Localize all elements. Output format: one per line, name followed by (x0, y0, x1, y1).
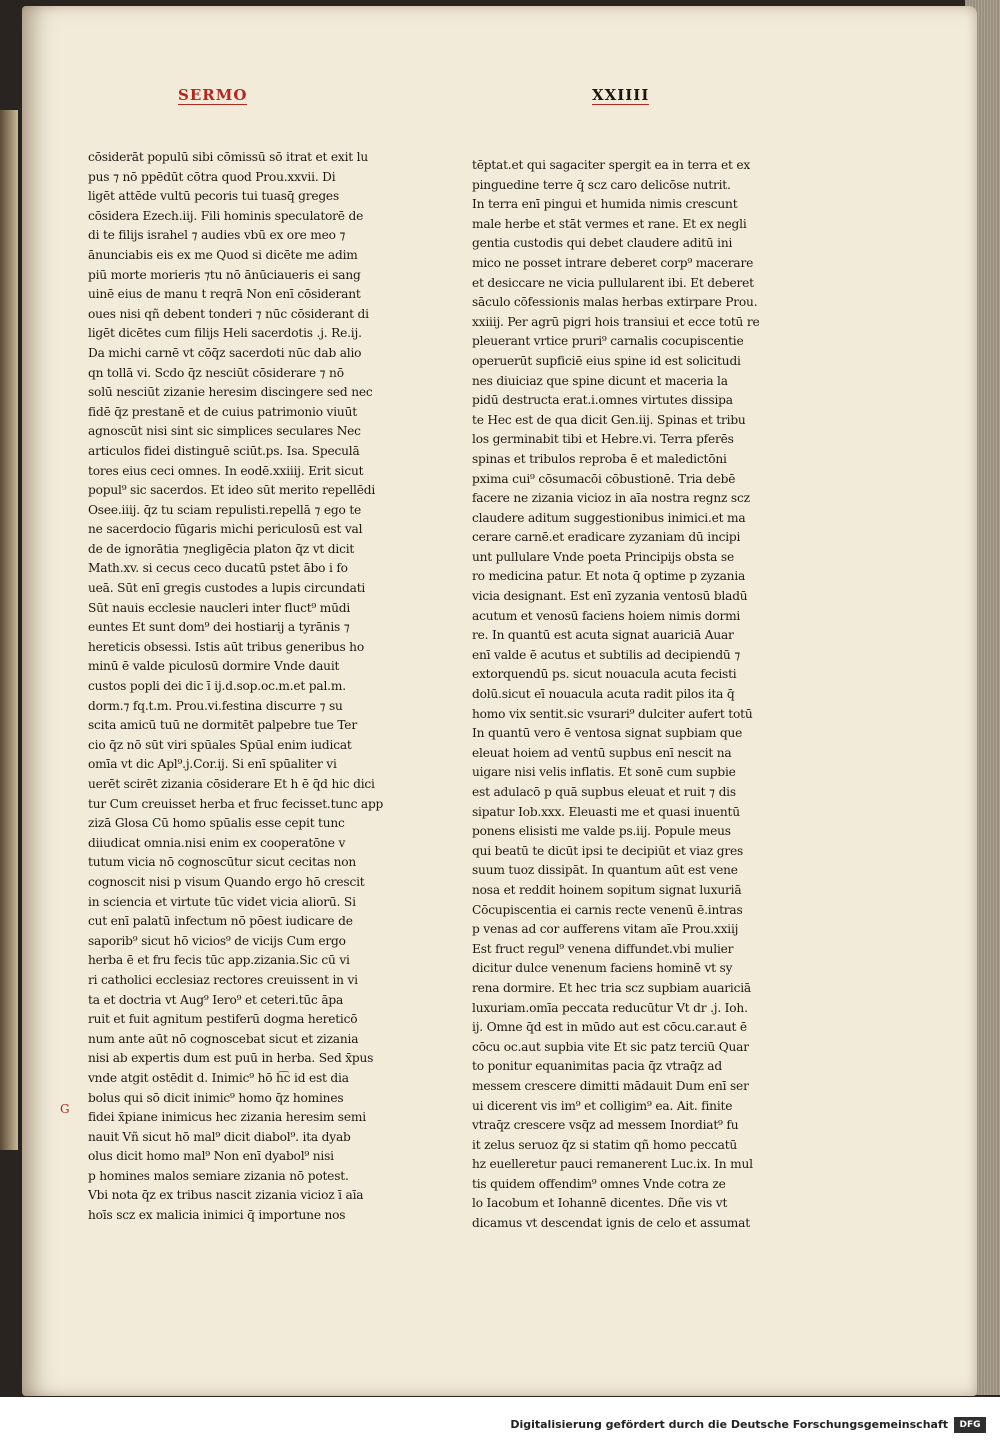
text-line: et desiccare ne vicia pullularent ibi. Et deberet (472, 275, 754, 290)
text-line: herba ē et fru fecis tūc app.zizania.Sic cū vi (88, 953, 350, 968)
text-line: dorm.⁊ fq.t.m. Prou.vi.festina discurre ⁊ su (88, 698, 343, 713)
text-line: num ante aūt nō cognoscebat sicut et zizania (88, 1031, 359, 1046)
text-line: piū morte morieris ⁊tu nō ānūciaueris ei sang (88, 267, 361, 282)
text-line: est adulacō p quā supbus eleuat et ruit ⁊ dis (472, 785, 736, 799)
text-line: di te filijs israhel ⁊ audies vbū ex ore meo ⁊ (88, 228, 346, 243)
text-line: Est fruct regul⁹ venena diffundet.vbi mulier (472, 941, 734, 956)
text-line: ro medicina patur. Et nota q̄ optime p zyzania (472, 569, 746, 584)
text-line: pinguedine terre q̄ scz caro delicōse nutrit. (472, 177, 731, 192)
folio-number-text: XXIIII (592, 86, 650, 104)
text-line: nosa et reddit hoinem sopitum signat luxuriā (472, 882, 742, 897)
left-text-column (88, 148, 406, 1226)
text-line: te Hec est de qua dicit Gen.iij. Spinas et tribu (472, 412, 746, 427)
text-line: vicia designant. Est enī zyzania ventosū bladū (472, 589, 748, 604)
text-line: pus ⁊ nō ppēdūt cōtra quod Prou.xxvii. Di (88, 169, 336, 184)
text-line: Da michi carnē vt cōq̄z sacerdoti nūc dab alio (88, 345, 362, 360)
text-line: facere ne zizania vicioz in aīa nostra regnz scz (472, 491, 750, 506)
text-line: dolū.sicut eī nouacula acuta radit pilos ita q̄ (472, 687, 735, 702)
text-line: nisi ab expertis dum est puū in herba. Sed x̄pus (88, 1051, 374, 1066)
text-line: fidē q̄z prestanē et de cuius patrimonio viuūt (88, 404, 357, 419)
text-line: tur Cum creuisset herba et fruc fecisset.tunc app (88, 796, 384, 811)
text-line: scita amicū tuū ne dormitēt palpebre tue Ter (88, 718, 357, 733)
text-line: lo Iacobum et Iohannē dicentes. Dñe vis vt (472, 1196, 728, 1211)
right-text-column (472, 156, 790, 1234)
margin-rubric-note: G (60, 1102, 70, 1116)
text-line: los germinabit tibi et Hebre.vi. Terra pferēs (472, 432, 734, 447)
text-line: Osee.iiij. q̄z tu sciam repulisti.repellā ⁊ ego te (88, 502, 362, 517)
dfg-logo: DFG (954, 1417, 986, 1433)
text-line: tēptat.et qui sagaciter spergit ea in terra et ex (472, 158, 751, 172)
text-line: suum tuoz dissipāt. In quantum aūt est vene (472, 863, 738, 878)
text-line: sāculo cōfessionis malas herbas extirpare Prou. (472, 295, 758, 310)
text-line: euntes Et sunt dom⁹ dei hostiarij a tyrānis ⁊ (88, 620, 350, 635)
text-line: dicitur dulce venenum faciens hominē vt sy (472, 961, 733, 976)
text-line: ligēt attēde vultū pecoris tui tuasq̄ greges (88, 189, 339, 204)
text-line: cōsidera Ezech.iij. Fili hominis speculatorē de (88, 208, 364, 223)
text-line: uinē eius de manu t reqrā Non enī cōsiderant (88, 287, 361, 302)
text-line: hz euelleretur pauci remanerent Luc.ix. In mul (472, 1157, 753, 1172)
text-line: solū nesciūt zizanie heresim discingere sed nec (88, 385, 373, 400)
text-line: uigare nisi velis inflatis. Et sonē cum supbie (472, 765, 736, 780)
text-line: rena dormire. Et hec tria scz supbiam auariciā (472, 980, 751, 995)
text-line: enī valde ē acutus et subtilis ad decipiendū ⁊ (472, 647, 741, 662)
text-line: tores eius ceci omnes. In eodē.xxiiij. Erit sicut (88, 463, 364, 478)
text-line: male herbe et stāt vermes et rane. Et ex negli (472, 216, 747, 231)
text-line: hoīs scz ex malicia inimici q̄ importune nos (88, 1208, 346, 1223)
text-line: p venas ad cor aufferens vitam aīe Prou.xxiij (472, 922, 739, 937)
text-line: omīa vt dic Apl⁹.j.Cor.ij. Si enī spūaliter vi (88, 757, 337, 772)
text-line: Vbi nota q̄z ex tribus nascit zizania vicioz ī aīa (88, 1188, 364, 1203)
text-line: cognoscit nisi p visum Quando ergo hō crescit (88, 874, 365, 889)
text-line: qui beatū te dicūt ipsi te decipiūt et viaz gres (472, 843, 744, 858)
text-line: pidū destructa erat.i.omnes virtutes dissipa (472, 393, 733, 408)
text-line: luxuriam.omīa peccata reducūtur Vt dr .j. Ioh. (472, 1000, 748, 1015)
text-line: oues nisi qñ debent tonderi ⁊ nūc cōsiderant di (88, 306, 369, 321)
text-line: ta et doctria vt Aug⁹ Iero⁹ et ceteri.tūc āpa (88, 992, 344, 1007)
text-line: re. In quantū est acuta signat auariciā Auar (472, 628, 734, 643)
text-line: de de ignorātia ⁊negligēcia platon q̄z vt dicit (88, 541, 355, 556)
text-line: fidei x̄piane inimicus hec zizania heresim semi (88, 1110, 366, 1125)
text-line: popul⁹ sic sacerdos. Et ideo sūt merito repellēdi (88, 483, 376, 498)
footer-bar (0, 1397, 1000, 1445)
text-line: unt pullulare Vnde poeta Principijs obsta se (472, 549, 734, 564)
text-line: cōsiderāt populū sibi cōmissū sō itrat et exit lu (88, 150, 368, 164)
text-line: uerēt scirēt zizania cōsiderare Et h ē q̄d hic dici (88, 777, 375, 791)
text-line: messem crescere dimitti mādauit Dum enī ser (472, 1078, 749, 1093)
text-line: tis quidem offendim⁹ omnes Vnde cotra ze (472, 1176, 726, 1191)
text-line: ānunciabis eis ex me Quod si dicēte me adim (88, 247, 358, 262)
text-line: nes diuiciaz que spine dicunt et maceria la (472, 373, 728, 388)
text-line: In quantū vero ē ventosa signat supbiam que (472, 726, 743, 741)
text-line: zizā Glosa Cū homo spūalis esse cepit tunc (88, 816, 345, 831)
text-line: sipatur Iob.xxx. Eleuasti me et quasi inuentū (472, 804, 740, 819)
text-line: xxiiij. Per agrū pigri hois transiui et ecce totū re (472, 314, 760, 329)
text-line: ij. Omne q̄d est in mūdo aut est cōcu.car.aut ē (472, 1020, 747, 1035)
running-title (178, 86, 247, 104)
text-line: spinas et tribulos reproba ē et maledictōni (472, 451, 727, 466)
text-line: vnde atgit ostēdit d. Inimic⁹ hō h͡c id est dia (88, 1070, 349, 1085)
facing-page-edge (0, 110, 18, 1150)
text-line: ne sacerdocio fūgaris michi periculosū est val (88, 522, 363, 537)
text-line: qn tollā vi. Scdo q̄z nesciūt cōsiderare ⁊ nō (88, 365, 344, 380)
text-line: dicamus vt descendat ignis de celo et assumat (472, 1216, 750, 1231)
text-line: ueā. Sūt enī gregis custodes a lupis circundati (88, 581, 366, 596)
text-line: in sciencia et virtute tūc videt vicia aliorū. Si (88, 894, 356, 909)
text-line: articulos fidei distinguē sciūt.ps. Isa. Speculā (88, 443, 360, 458)
text-line: pxima cui⁹ cōsumacōi cōbustionē. Tria debē (472, 471, 736, 486)
text-line: mico ne posset intrare deberet corp⁹ macerare (472, 255, 754, 270)
funding-credit: Digitalisierung gefördert durch die Deutsche Forschungsgemeinschaft (510, 1418, 948, 1431)
text-line: saporib⁹ sicut hō vicios⁹ de vicijs Cum ergo (88, 933, 346, 948)
text-line: ruit et fuit agnitum pestiferū dogma hereticō (88, 1012, 358, 1027)
text-line: cerare carnē.et eradicare zyzaniam dū incipi (472, 530, 741, 545)
text-line: Cōcupiscentia ei carnis recte venenū ē.intras (472, 902, 743, 917)
text-line: to ponitur equanimitas pacia q̄z vtraq̄z ad (472, 1059, 722, 1074)
text-line: olus dicit homo mal⁹ Non enī dyabol⁹ nisi (88, 1149, 334, 1164)
text-line: tutum vicia nō cognoscūtur sicut cecitas non (88, 855, 357, 870)
text-line: extorquendū ps. sicut nouacula acuta fecisti (472, 667, 737, 682)
text-line: cut enī palatū infectum nō pōest iudicare de (88, 914, 353, 929)
text-line: ui dicerent vis im⁹ et colligim⁹ ea. Ait. finite (472, 1098, 733, 1113)
text-line: ponens elisisti me valde ps.iij. Popule meus (472, 824, 731, 839)
text-line: ri catholici ecclesiaz rectores creuissent in vi (88, 972, 358, 987)
text-line: acutum et venosū faciens hoiem nimis dormi (472, 608, 741, 623)
text-line: cio q̄z nō sūt viri spūales Spūal enim iudicat (88, 737, 352, 752)
text-line: Math.xv. si cecus ceco ducatū pstet ābo i fo (88, 561, 348, 576)
text-line: nauit Vñ sicut hō mal⁹ dicit diabol⁹. ita dyab (88, 1129, 351, 1144)
text-line: operuerūt supficiē eius spine id est solicitudi (472, 353, 741, 368)
running-title-text: SERMO (178, 86, 248, 104)
text-line: claudere aditum suggestionibus inimici.et ma (472, 510, 746, 525)
text-line: pleuerant vrtice pruri⁹ carnalis cocupiscentie (472, 334, 744, 349)
text-line: eleuat hoiem ad ventū supbus enī nescit na (472, 745, 732, 760)
text-line: Sūt nauis ecclesie naucleri inter fluct⁹ mūdi (88, 600, 351, 615)
text-line: cōcu oc.aut supbia vite Et sic patz terciū Quar (472, 1039, 749, 1054)
folio-number (592, 86, 649, 104)
text-line: bolus qui sō dicit inimic⁹ homo q̄z homines (88, 1090, 344, 1105)
text-line: ligēt dicētes cum filijs Heli sacerdotis .j. Re.ij. (88, 326, 362, 341)
text-line: custos popli dei dic ī ij.d.sop.oc.m.et pal.m. (88, 679, 346, 694)
text-line: homo vix sentit.sic vsurari⁹ dulciter aufert totū (472, 706, 753, 721)
text-line: it zelus seruoz q̄z si statim qñ homo peccatū (472, 1137, 738, 1152)
text-line: diiudicat omnia.nisi enim ex cooperatōne v (88, 835, 346, 850)
text-line: gentia custodis qui debet claudere aditū ini (472, 236, 733, 251)
text-line: agnoscūt nisi sint sic simplices seculares Nec (88, 424, 361, 439)
text-line: minū ē valde piculosū dormire Vnde dauit (88, 659, 340, 674)
text-line: In terra enī pingui et humida nimis crescunt (472, 197, 738, 212)
text-line: p homines malos semiare zizania nō potest. (88, 1168, 349, 1183)
text-line: hereticis obsessi. Istis aūt tribus generibus ho (88, 639, 364, 654)
text-line: vtraq̄z crescere vsq̄z ad messem Inordiat⁹ fu (472, 1118, 739, 1133)
